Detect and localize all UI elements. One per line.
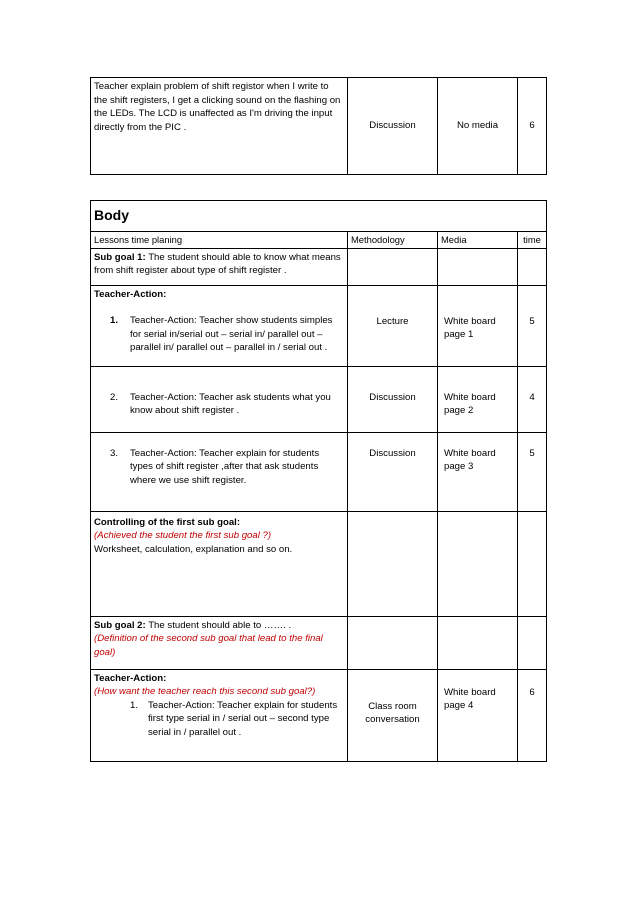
sub-goal-1-row — [91, 248, 547, 285]
top-row-media: No media — [438, 78, 518, 175]
teacher-action-1-label: Teacher-Action: — [94, 288, 167, 300]
header-lessons: Lessons time planing — [91, 232, 348, 249]
item-3-time: 5 — [518, 432, 547, 511]
list-item-num: 1. — [110, 315, 119, 326]
teacher-action-1-row — [91, 285, 547, 366]
item-4-media: White board page 4 — [438, 669, 518, 761]
item-2-cell — [91, 366, 348, 432]
list-item-text: Teacher-Action: Teacher show students simples for serial in/serial out – serial in/ parallel out – parallel in/ parallel out – parallel in / serial out . — [130, 315, 333, 353]
item-2-time: 4 — [518, 366, 547, 432]
top-row-methodology: Discussion — [348, 78, 438, 175]
list-item-num: 2. — [110, 391, 119, 403]
list-item-text: Teacher-Action: Teacher explain for students first type serial in / serial out – second type serial in / parallel out . — [148, 699, 338, 738]
item-3-cell — [91, 432, 348, 511]
teacher-action-1-cell — [91, 285, 348, 366]
controlling-row — [91, 511, 547, 616]
list-item-num: 1. — [130, 699, 139, 711]
list-item-text: Teacher-Action: Teacher ask students what you know about shift register . — [130, 391, 331, 416]
sub-goal-2-red: (Definition of the second sub goal that lead to the final goal) — [94, 633, 323, 658]
item-1-time: 5 — [518, 285, 547, 366]
sub-goal-2-row — [91, 616, 547, 669]
item-1-methodology: Lecture — [348, 285, 438, 366]
item-2-methodology: Discussion — [348, 366, 438, 432]
top-lesson-table — [90, 77, 547, 175]
header-time: time — [518, 232, 547, 249]
item-4-methodology: Class room conversation — [348, 669, 438, 761]
teacher-action-2-row — [91, 366, 547, 432]
controlling-label: Controlling of the first sub goal: — [94, 516, 241, 528]
list-item-num: 3. — [110, 447, 119, 459]
item-3-methodology: Discussion — [348, 432, 438, 511]
header-media: Media — [438, 232, 518, 249]
controlling-text: Worksheet, calculation, explanation and so on. — [94, 543, 293, 555]
sub-goal-2-label: Sub goal 2: — [94, 619, 146, 631]
top-row-text: Teacher explain problem of shift registor when I write to the shift registers, I get a clicking sound on the flashing on the LEDs. The LCD is unaffected as I'm driving the input directly from the PIC . — [91, 78, 348, 175]
sub-goal-1-label: Sub goal 1: — [94, 251, 146, 263]
list-item — [94, 447, 344, 488]
teacher-action-2-label: Teacher-Action: — [94, 672, 167, 684]
body-table — [90, 200, 547, 762]
sub-goal-1 — [91, 248, 348, 285]
header-row — [91, 232, 547, 249]
item-2-media: White board page 2 — [438, 366, 518, 432]
sub-goal-2-text: The student should able to ……. . — [145, 619, 292, 631]
top-row-time: 6 — [518, 78, 547, 175]
list-item-text: Teacher-Action: Teacher explain for students types of shift register ,after that ask students where we use shift register. — [130, 447, 320, 486]
top-row — [91, 78, 547, 175]
controlling-red: (Achieved the student the first sub goal ?) — [94, 530, 272, 541]
header-methodology: Methodology — [348, 232, 438, 249]
list-item — [94, 699, 344, 740]
list-item — [94, 314, 344, 355]
teacher-action-2-cell — [91, 669, 348, 761]
sub-goal-1-text: The student should able to know what means from shift register about type of shift register . — [94, 251, 341, 276]
teacher-action-2-red: (How want the teacher reach this second sub goal?) — [94, 686, 316, 697]
teacher-action-3-row — [91, 432, 547, 511]
item-4-time: 6 — [518, 669, 547, 761]
sub-goal-2-cell — [91, 616, 348, 669]
item-1-media: White board page 1 — [438, 285, 518, 366]
controlling-cell — [91, 511, 348, 616]
section-title: Body — [91, 201, 547, 232]
list-item — [94, 391, 344, 418]
item-3-media: White board page 3 — [438, 432, 518, 511]
teacher-action-4-row — [91, 669, 547, 761]
